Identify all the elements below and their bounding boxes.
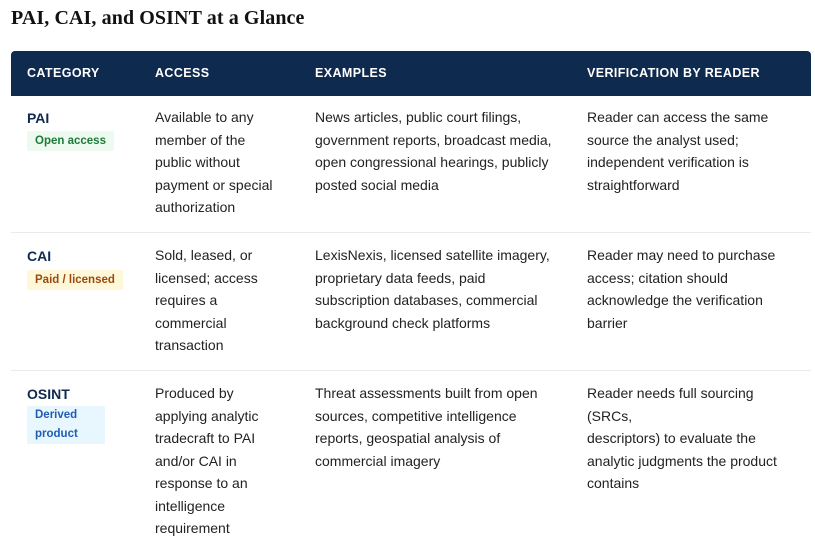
status-badge: Paid / licensed [27,270,123,290]
verification-line: acknowledge the verification [587,292,763,308]
page-title: PAI, CAI, and OSINT at a Glance [11,7,305,29]
examples-cell [315,382,575,472]
header-category: CATEGORY [27,66,100,80]
access-line: Produced by [155,385,234,401]
header-verification: VERIFICATION BY READER [587,66,760,80]
examples-line: government reports, broadcast media, [315,131,552,148]
verification-line: access; citation should [587,269,728,286]
badge-line: Derived [35,409,78,421]
verification-line: source the analyst used; [587,131,739,148]
access-line: Sold, leased, or [155,247,253,263]
access-cell [155,244,305,357]
access-line: and/or CAI in [155,452,237,469]
verification-line: Reader may need to purchase [587,247,776,263]
table-row-osint [11,371,811,546]
access-cell [155,382,305,540]
table-header [11,51,811,96]
access-line: applying analytic [155,407,259,424]
examples-line: Threat assessments built from open [315,385,538,401]
access-line: public without [155,154,240,170]
access-line: response to an [155,475,248,491]
access-cell [155,106,305,219]
examples-line: LexisNexis, licensed satellite imagery, [315,247,550,263]
comparison-table [11,51,811,546]
verification-line: descriptors) to evaluate the [587,430,756,446]
examples-line: background check platforms [315,314,491,331]
access-line: tradecraft to PAI [155,430,256,446]
access-line: authorization [155,199,236,215]
access-line: licensed; access [155,269,258,286]
examples-line: posted social media [315,176,439,193]
badge-line: product [35,428,78,440]
verification-line: barrier [587,314,628,331]
access-line: payment or special [155,176,273,193]
access-line: transaction [155,337,224,353]
examples-line: sources, competitive intelligence [315,407,517,424]
verification-cell [587,244,802,334]
category-name: OSINT [27,386,70,402]
verification-line: analytic judgments the product [587,452,777,469]
verification-line: contains [587,475,640,491]
category-name: PAI [27,110,50,126]
verification-line: straightforward [587,176,680,193]
access-line: requires a [155,292,218,308]
table-row-pai [11,96,811,233]
verification-line: independent verification is [587,154,749,170]
access-line: Available to any [155,109,254,125]
examples-line: reports, geospatial analysis of [315,430,501,446]
header-examples: EXAMPLES [315,66,387,80]
examples-line: subscription databases, commercial [315,292,538,308]
table-row-cai [11,233,811,371]
status-badge [27,406,105,444]
access-line: commercial [155,314,227,331]
verification-line: Reader needs full sourcing (SRCs, [587,385,754,424]
status-badge: Open access [27,131,114,151]
access-line: intelligence [155,497,226,514]
examples-cell [315,244,575,334]
verification-cell [587,382,802,495]
examples-line: open congressional hearings, publicly [315,154,549,170]
access-line: requirement [155,520,230,536]
examples-line: proprietary data feeds, paid [315,269,486,286]
access-line: member of the [155,131,246,148]
examples-cell [315,106,575,196]
category-name: CAI [27,248,52,264]
examples-line: News articles, public court filings, [315,109,522,125]
header-access: ACCESS [155,66,210,80]
examples-line: commercial imagery [315,452,441,469]
verification-line: Reader can access the same [587,109,769,125]
verification-cell [587,106,802,196]
